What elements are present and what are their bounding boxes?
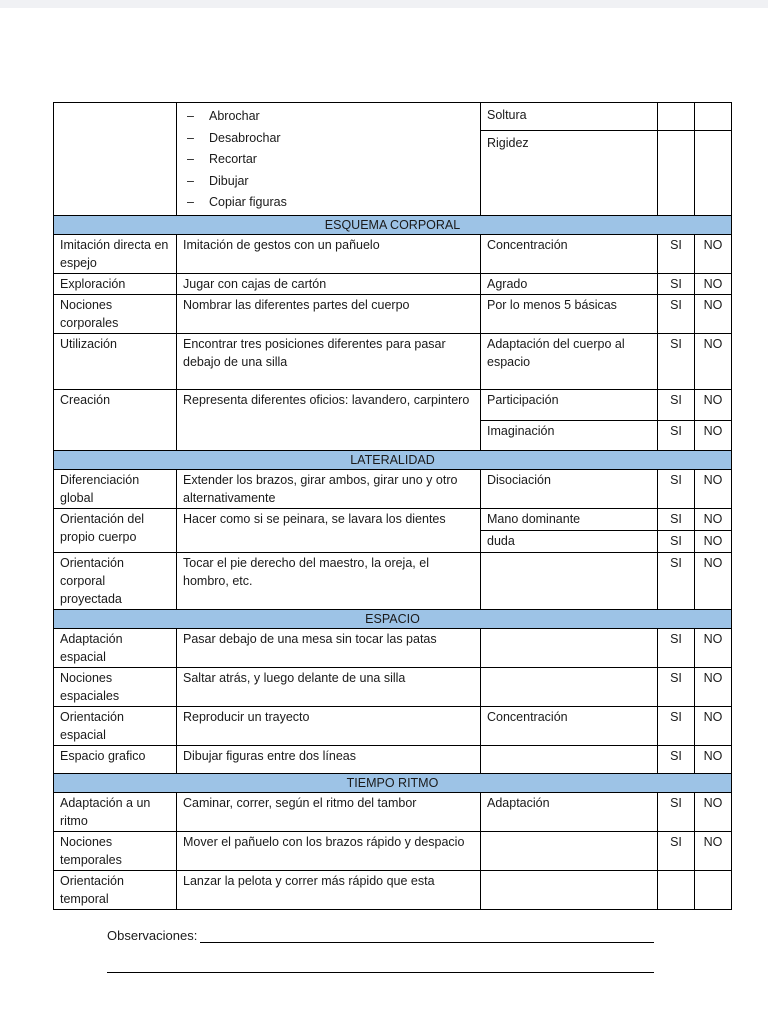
table-row	[54, 294, 732, 333]
area-cell: Espacio grafico	[54, 745, 177, 773]
area-cell: Nociones corporales	[54, 294, 177, 333]
observaciones-line[interactable]	[200, 942, 654, 943]
no-cell[interactable]: NO	[695, 273, 732, 294]
no-cell[interactable]: NO	[695, 667, 732, 706]
table-row	[54, 792, 732, 831]
yes-cell[interactable]: SI	[658, 792, 695, 831]
indicator-cell	[481, 831, 658, 870]
yes-cell[interactable]	[658, 870, 695, 909]
indicator-cell: Soltura	[481, 103, 658, 131]
section-header-tiempo-ritmo	[54, 773, 732, 792]
activity-cell: Imitación de gestos con un pañuelo	[177, 234, 481, 273]
observaciones-label: Observaciones:	[107, 928, 198, 943]
activity-cell: Extender los brazos, girar ambos, girar uno y otro alternativamente	[177, 469, 481, 508]
indicator-cell: Concentración	[481, 234, 658, 273]
observaciones-line[interactable]	[107, 972, 654, 973]
list-item: – Recortar	[187, 152, 257, 166]
no-cell[interactable]: NO	[695, 333, 732, 389]
no-cell[interactable]	[695, 130, 732, 215]
yes-cell[interactable]: SI	[658, 273, 695, 294]
area-cell: Adaptación espacial	[54, 628, 177, 667]
indicator-cell: Imaginación	[481, 420, 658, 450]
no-cell[interactable]: NO	[695, 389, 732, 420]
yes-cell[interactable]: SI	[658, 420, 695, 450]
no-cell[interactable]: NO	[695, 469, 732, 508]
activity-cell: Jugar con cajas de cartón	[177, 273, 481, 294]
table-row	[54, 508, 732, 530]
indicator-cell	[481, 552, 658, 609]
activity-cell: Reproducir un trayecto	[177, 706, 481, 745]
area-cell: Orientación temporal	[54, 870, 177, 909]
table-row	[54, 706, 732, 745]
area-cell	[54, 103, 177, 216]
list-item: – Copiar figuras	[187, 195, 287, 209]
activity-cell: Encontrar tres posiciones diferentes para pasar debajo de una silla	[177, 333, 481, 389]
indicator-cell: Por lo menos 5 básicas	[481, 294, 658, 333]
no-cell[interactable]: NO	[695, 628, 732, 667]
indicator-cell: Agrado	[481, 273, 658, 294]
activity-cell: Lanzar la pelota y correr más rápido que esta	[177, 870, 481, 909]
yes-cell[interactable]: SI	[658, 831, 695, 870]
list-item: – Desabrochar	[187, 130, 281, 145]
yes-cell[interactable]	[658, 103, 695, 131]
section-header-espacio	[54, 609, 732, 628]
activity-cell: Representa diferentes oficios: lavandero, carpintero	[177, 389, 481, 450]
indicator-cell: Adaptación	[481, 792, 658, 831]
yes-cell[interactable]: SI	[658, 333, 695, 389]
no-cell[interactable]: NO	[695, 508, 732, 530]
indicator-cell	[481, 745, 658, 773]
area-cell: Imitación directa en espejo	[54, 234, 177, 273]
area-cell: Diferenciación global	[54, 469, 177, 508]
area-cell: Exploración	[54, 273, 177, 294]
yes-cell[interactable]: SI	[658, 530, 695, 552]
yes-cell[interactable]: SI	[658, 628, 695, 667]
no-cell[interactable]: NO	[695, 294, 732, 333]
table-row	[54, 333, 732, 389]
no-cell[interactable]	[695, 103, 732, 131]
table-row	[54, 273, 732, 294]
indicator-cell: duda	[481, 530, 658, 552]
indicator-cell: Rigidez	[481, 130, 658, 215]
no-cell[interactable]: NO	[695, 530, 732, 552]
yes-cell[interactable]: SI	[658, 294, 695, 333]
indicator-cell	[481, 870, 658, 909]
area-cell: Orientación espacial	[54, 706, 177, 745]
activity-cell: Dibujar figuras entre dos líneas	[177, 745, 481, 773]
no-cell[interactable]: NO	[695, 745, 732, 773]
activity-cell: Tocar el pie derecho del maestro, la oreja, el hombro, etc.	[177, 552, 481, 609]
no-cell[interactable]: NO	[695, 234, 732, 273]
area-cell: Adaptación a un ritmo	[54, 792, 177, 831]
table-row	[54, 469, 732, 508]
table-row	[54, 667, 732, 706]
yes-cell[interactable]: SI	[658, 389, 695, 420]
yes-cell[interactable]: SI	[658, 745, 695, 773]
activity-list	[183, 106, 474, 214]
table-row	[54, 628, 732, 667]
indicator-cell	[481, 667, 658, 706]
yes-cell[interactable]	[658, 130, 695, 215]
activity-cell: Saltar atrás, y luego delante de una silla	[177, 667, 481, 706]
no-cell[interactable]: NO	[695, 552, 732, 609]
section-title: LATERALIDAD	[54, 450, 732, 469]
indicator-cell: Participación	[481, 389, 658, 420]
area-cell: Orientación del propio cuerpo	[54, 508, 177, 552]
area-cell: Orientación corporal proyectada	[54, 552, 177, 609]
indicator-cell: Concentración	[481, 706, 658, 745]
section-header-lateralidad	[54, 450, 732, 469]
yes-cell[interactable]: SI	[658, 469, 695, 508]
area-cell: Nociones temporales	[54, 831, 177, 870]
area-cell: Utilización	[54, 333, 177, 389]
list-item: – Dibujar	[187, 173, 249, 188]
activity-cell: Nombrar las diferentes partes del cuerpo	[177, 294, 481, 333]
indicator-cell	[481, 628, 658, 667]
section-title: ESQUEMA CORPORAL	[54, 215, 732, 234]
yes-cell[interactable]: SI	[658, 552, 695, 609]
section-header-esquema-corporal	[54, 215, 732, 234]
table-row	[54, 831, 732, 870]
no-cell[interactable]: NO	[695, 792, 732, 831]
activity-cell: Hacer como si se peinara, se lavara los dientes	[177, 508, 481, 552]
table-row	[54, 103, 732, 131]
no-cell[interactable]: NO	[695, 831, 732, 870]
activity-cell	[177, 103, 481, 216]
activity-cell: Caminar, correr, según el ritmo del tambor	[177, 792, 481, 831]
activity-cell: Pasar debajo de una mesa sin tocar las patas	[177, 628, 481, 667]
table-row	[54, 745, 732, 773]
top-strip	[0, 0, 768, 8]
yes-cell[interactable]: SI	[658, 706, 695, 745]
indicator-cell: Adaptación del cuerpo al espacio	[481, 333, 658, 389]
section-title: ESPACIO	[54, 609, 732, 628]
evaluation-table	[53, 102, 732, 910]
yes-cell[interactable]: SI	[658, 508, 695, 530]
table-row	[54, 870, 732, 909]
section-title: TIEMPO RITMO	[54, 773, 732, 792]
no-cell[interactable]: NO	[695, 706, 732, 745]
area-cell: Nociones espaciales	[54, 667, 177, 706]
table-row	[54, 389, 732, 420]
activity-cell: Mover el pañuelo con los brazos rápido y despacio	[177, 831, 481, 870]
list-item: – Abrochar	[187, 109, 260, 123]
yes-cell[interactable]: SI	[658, 234, 695, 273]
no-cell[interactable]: NO	[695, 420, 732, 450]
no-cell[interactable]	[695, 870, 732, 909]
indicator-cell: Mano dominante	[481, 508, 658, 530]
area-cell: Creación	[54, 389, 177, 450]
indicator-cell: Disociación	[481, 469, 658, 508]
table-row	[54, 234, 732, 273]
table-row	[54, 552, 732, 609]
yes-cell[interactable]: SI	[658, 667, 695, 706]
